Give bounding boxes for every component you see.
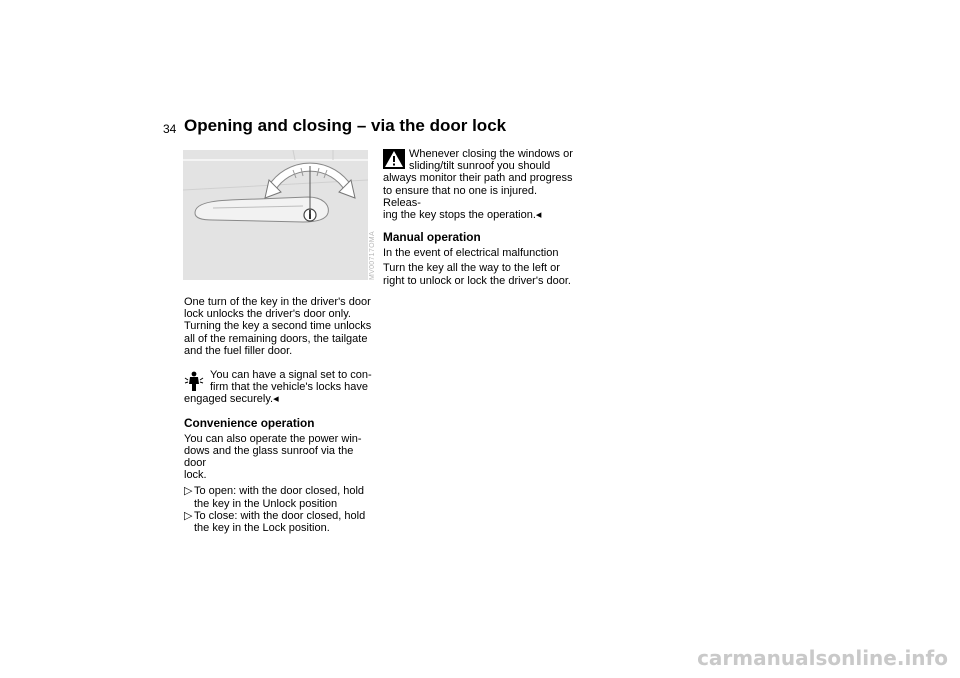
info-note bbox=[184, 369, 376, 406]
list-item bbox=[184, 510, 376, 534]
bullet-line: the key in the Unlock position bbox=[194, 497, 338, 510]
convenience-line: dows and the glass sunroof via the door bbox=[184, 444, 354, 470]
warning-line: sliding/tilt sunroof you should bbox=[409, 160, 551, 173]
convenience-paragraph bbox=[184, 433, 376, 482]
warning-line: Whenever closing the windows or bbox=[409, 148, 573, 160]
bullet-line: To open: with the door closed, hold bbox=[194, 485, 365, 498]
person-info-icon bbox=[184, 370, 204, 395]
intro-line: Turning the key a second time unlocks bbox=[184, 320, 372, 333]
intro-line: One turn of the key in the driver's door bbox=[184, 296, 371, 308]
left-column bbox=[184, 296, 376, 534]
warning-line: ing the key stops the operation.◂ bbox=[383, 209, 542, 222]
bullet-marker: ▷ bbox=[184, 509, 193, 522]
page-number: 34 bbox=[163, 122, 177, 136]
figure-code: MV00717OMA bbox=[369, 231, 376, 280]
list-item bbox=[184, 485, 376, 509]
note-line: firm that the vehicle's locks have bbox=[210, 381, 369, 394]
note-line: engaged securely.◂ bbox=[184, 393, 279, 406]
warning-line: to ensure that no one is injured. Releas- bbox=[383, 184, 538, 209]
page-title: Opening and closing – via the door lock bbox=[184, 116, 507, 135]
manual-line: Turn the key all the way to the left or bbox=[383, 262, 560, 275]
warning-triangle-icon bbox=[383, 149, 405, 172]
bullet-line: the key in the Lock position. bbox=[194, 522, 330, 535]
convenience-heading: Convenience operation bbox=[184, 415, 315, 430]
manual-line: right to unlock or lock the driver's door. bbox=[383, 274, 571, 287]
door-lock-figure bbox=[183, 150, 368, 280]
watermark: carmanualsonline.info bbox=[697, 646, 948, 670]
note-line: You can have a signal set to con- bbox=[210, 369, 372, 382]
bullet-marker: ▷ bbox=[184, 485, 193, 498]
manual-heading: Manual operation bbox=[383, 230, 481, 245]
intro-paragraph bbox=[184, 296, 376, 357]
right-column bbox=[383, 148, 575, 287]
convenience-line: You can also operate the power win- bbox=[184, 432, 362, 445]
manual-paragraph bbox=[383, 262, 575, 286]
warning-line: always monitor their path and progress bbox=[383, 172, 573, 185]
bullet-line: To close: with the door closed, hold bbox=[194, 509, 366, 522]
intro-line: all of the remaining doors, the tailgate bbox=[184, 332, 368, 345]
intro-line: lock unlocks the driver's door only. bbox=[184, 308, 351, 321]
door-handle-key-rotation-icon bbox=[183, 150, 368, 280]
intro-line: and the fuel filler door. bbox=[184, 344, 293, 357]
convenience-line: lock. bbox=[184, 469, 207, 482]
warning-note bbox=[383, 148, 575, 221]
manual-subtitle: In the event of electrical malfunction bbox=[383, 247, 559, 260]
